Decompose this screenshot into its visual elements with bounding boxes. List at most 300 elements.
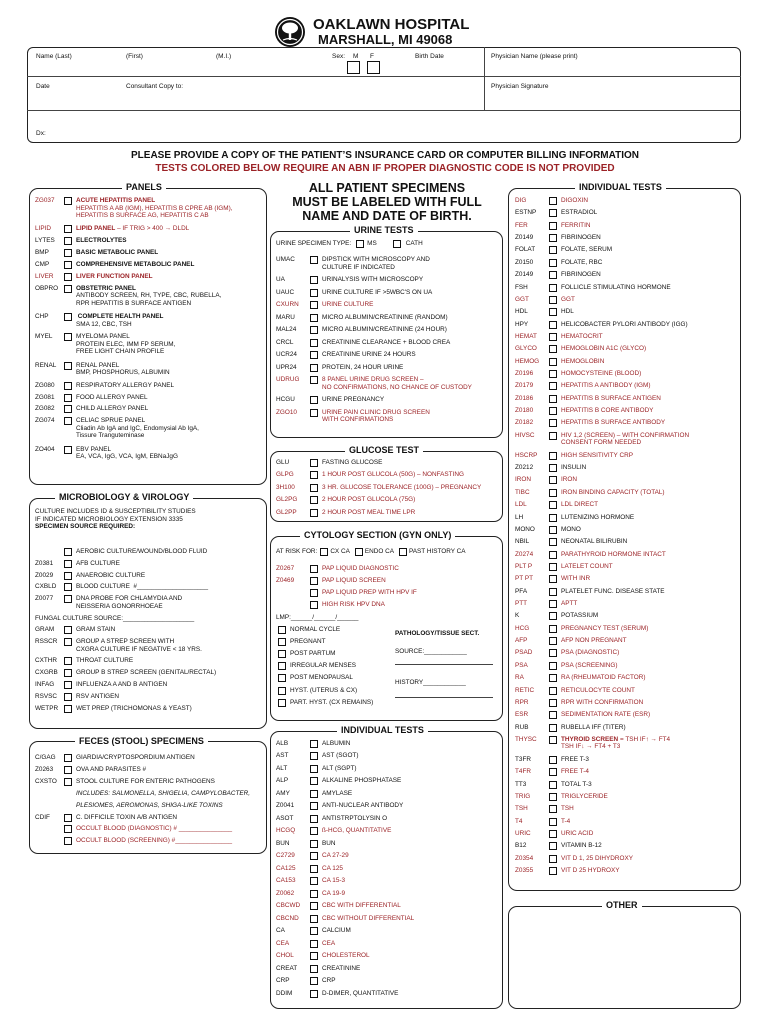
test-checkbox[interactable] bbox=[310, 902, 318, 910]
test-checkbox[interactable] bbox=[549, 855, 557, 863]
test-checkbox[interactable] bbox=[310, 802, 318, 810]
urine-type-row bbox=[276, 240, 423, 248]
test-checkbox[interactable] bbox=[310, 890, 318, 898]
test-checkbox[interactable] bbox=[549, 538, 557, 546]
test-detail: CONSENT FORM NEEDED bbox=[561, 439, 642, 447]
test-checkbox[interactable] bbox=[310, 852, 318, 860]
test-code: MAL24 bbox=[276, 326, 297, 334]
test-code: MONO bbox=[515, 525, 535, 533]
test-detail: BMP, PHOSPHORUS, ALBUMIN bbox=[76, 369, 170, 376]
test-checkbox[interactable] bbox=[549, 432, 557, 440]
labeling-line: NAME AND DATE OF BIRTH. bbox=[302, 209, 472, 223]
test-name: INFLUENZA A AND B ANTIGEN bbox=[76, 681, 168, 688]
test-name: OCCULT BLOOD (DIAGNOSTIC) # _______________ bbox=[76, 825, 233, 833]
test-name: IRON bbox=[561, 476, 577, 484]
status-checkbox[interactable] bbox=[278, 699, 286, 707]
test-checkbox[interactable] bbox=[64, 681, 72, 689]
test-checkbox[interactable] bbox=[310, 589, 318, 597]
test-code: UMAC bbox=[276, 256, 295, 263]
test-name: PREGNANCY TEST (SERUM) bbox=[561, 624, 649, 632]
test-checkbox[interactable] bbox=[310, 940, 318, 948]
test-checkbox[interactable] bbox=[64, 333, 72, 341]
test-name: ACUTE HEPATITIS PANEL bbox=[76, 197, 156, 204]
test-code: ZG037 bbox=[35, 197, 55, 204]
micro-row bbox=[35, 705, 192, 713]
test-code: 3H100 bbox=[276, 483, 295, 491]
test-code: WETPR bbox=[35, 704, 59, 712]
test-checkbox[interactable] bbox=[310, 765, 318, 773]
test-checkbox[interactable] bbox=[310, 289, 318, 297]
labeling-line: ALL PATIENT SPECIMENS bbox=[308, 181, 466, 195]
test-checkbox[interactable] bbox=[549, 407, 557, 415]
physician-name-field[interactable]: Physician Name (please print) bbox=[491, 53, 578, 60]
test-name: LDL DIRECT bbox=[561, 501, 599, 509]
test-checkbox[interactable] bbox=[310, 484, 318, 492]
test-name: GIARDIA/CRYPTOSPORDIUM ANTIGEN bbox=[76, 754, 195, 761]
status-checkbox[interactable] bbox=[278, 638, 286, 646]
micro-row bbox=[35, 560, 120, 568]
physician-signature-field[interactable]: Physician Signature bbox=[491, 83, 549, 90]
test-name: ANTISTRPTOLYSIN O bbox=[322, 814, 388, 822]
other-notes-area[interactable] bbox=[515, 918, 735, 1004]
test-checkbox[interactable] bbox=[64, 837, 72, 845]
individual-row bbox=[515, 382, 650, 390]
test-checkbox[interactable] bbox=[549, 464, 557, 472]
glucose-title: GLUCOSE TEST bbox=[345, 445, 423, 456]
test-checkbox[interactable] bbox=[64, 766, 72, 774]
test-code: K bbox=[515, 612, 520, 620]
feces-title: FECES (STOOL) SPECIMENS bbox=[75, 736, 208, 747]
test-checkbox[interactable] bbox=[549, 625, 557, 633]
test-checkbox[interactable] bbox=[310, 915, 318, 923]
test-checkbox[interactable] bbox=[310, 409, 318, 417]
test-detail: Cliadin Ab IgA and IgC, Endomysial Ab IgA, bbox=[76, 424, 199, 432]
test-checkbox[interactable] bbox=[549, 575, 557, 583]
test-checkbox[interactable] bbox=[64, 417, 72, 425]
test-checkbox[interactable] bbox=[549, 197, 557, 205]
individual-row bbox=[515, 432, 689, 447]
status-label: POST MENOPAUSAL bbox=[290, 674, 353, 682]
test-checkbox[interactable] bbox=[64, 825, 72, 833]
test-checkbox[interactable] bbox=[549, 662, 557, 670]
test-code: INFAG bbox=[35, 681, 55, 688]
test-name: POTASSIUM bbox=[561, 612, 599, 620]
urine-row bbox=[276, 396, 384, 404]
test-code: UA bbox=[276, 276, 285, 284]
test-checkbox[interactable] bbox=[549, 382, 557, 390]
test-name: HIGH RISK HPV DNA bbox=[322, 601, 385, 608]
test-name: MYELOMA PANEL bbox=[76, 333, 130, 341]
test-checkbox[interactable] bbox=[549, 296, 557, 304]
past-history-checkbox[interactable] bbox=[399, 548, 407, 556]
test-code: CMP bbox=[35, 261, 50, 268]
hospital-logo bbox=[275, 17, 305, 47]
test-code: THYSC bbox=[515, 735, 537, 743]
insurance-notice: PLEASE PROVIDE A COPY OF THE PATIENT’S INSURANCE CARD OR COMPUTER BILLING INFORMATION bbox=[131, 150, 639, 161]
birth-date-field[interactable]: Birth Date bbox=[415, 53, 444, 60]
test-name: PSA (SCREENING) bbox=[561, 661, 618, 669]
consultant-copy-field[interactable]: Consultant Copy to: bbox=[126, 83, 184, 90]
test-code: OBPRO bbox=[35, 284, 59, 292]
test-checkbox[interactable] bbox=[310, 990, 318, 998]
test-checkbox[interactable] bbox=[549, 514, 557, 522]
individual-row bbox=[515, 687, 635, 695]
test-name: PAP LIQUID PREP WITH HPV IF bbox=[322, 589, 417, 596]
test-checkbox[interactable] bbox=[64, 572, 72, 580]
test-name: FOLATE, SERUM bbox=[561, 246, 613, 254]
test-checkbox[interactable] bbox=[549, 271, 557, 279]
individual-row bbox=[276, 827, 391, 835]
urine-row bbox=[276, 376, 472, 391]
test-detail: NEISSERIA GONORRHOEAE bbox=[76, 602, 163, 610]
test-checkbox[interactable] bbox=[310, 740, 318, 748]
test-name: PARATHYROID HORMONE INTACT bbox=[561, 550, 666, 558]
test-checkbox[interactable] bbox=[310, 977, 318, 985]
test-checkbox[interactable] bbox=[64, 548, 72, 556]
status-label: PART. HYST. (CX REMAINS) bbox=[290, 698, 374, 706]
test-checkbox[interactable] bbox=[549, 246, 557, 254]
test-checkbox[interactable] bbox=[549, 736, 557, 744]
individual-row bbox=[276, 815, 387, 823]
test-code: Z0381 bbox=[35, 559, 54, 567]
test-name: WITH INR bbox=[561, 575, 591, 583]
test-checkbox[interactable] bbox=[310, 777, 318, 785]
status-checkbox[interactable] bbox=[278, 674, 286, 682]
individual-row bbox=[515, 333, 603, 341]
test-name: LIPID PANEL bbox=[76, 225, 116, 233]
panel-row bbox=[35, 405, 148, 413]
test-checkbox[interactable] bbox=[549, 699, 557, 707]
test-checkbox[interactable] bbox=[64, 705, 72, 713]
test-checkbox[interactable] bbox=[549, 649, 557, 657]
test-checkbox[interactable] bbox=[549, 551, 557, 559]
test-name: LATELET COUNT bbox=[561, 562, 613, 570]
test-checkbox[interactable] bbox=[64, 313, 72, 321]
test-checkbox[interactable] bbox=[64, 285, 72, 293]
test-name: URINE CULTURE IF >5WBC'S ON UA bbox=[322, 288, 433, 296]
test-checkbox[interactable] bbox=[310, 339, 318, 347]
test-checkbox[interactable] bbox=[549, 284, 557, 292]
test-checkbox[interactable] bbox=[64, 814, 72, 822]
urine-row bbox=[276, 364, 403, 372]
test-checkbox[interactable] bbox=[64, 261, 72, 269]
test-name: ELECTROLYTES bbox=[76, 237, 127, 245]
micro-row bbox=[35, 548, 207, 556]
diagnosis-field[interactable]: Dx: bbox=[36, 130, 46, 137]
test-checkbox[interactable] bbox=[549, 793, 557, 801]
test-code: CA125 bbox=[276, 864, 296, 872]
test-checkbox[interactable] bbox=[64, 394, 72, 402]
endo-ca-checkbox[interactable] bbox=[355, 548, 363, 556]
test-checkbox[interactable] bbox=[64, 382, 72, 390]
test-checkbox[interactable] bbox=[549, 489, 557, 497]
test-name: HIGH SENSITIVITY CRP bbox=[561, 451, 633, 459]
test-checkbox[interactable] bbox=[549, 818, 557, 826]
test-checkbox[interactable] bbox=[310, 376, 318, 384]
test-checkbox[interactable] bbox=[549, 345, 557, 353]
individual-row bbox=[515, 600, 577, 608]
test-checkbox[interactable] bbox=[310, 827, 318, 835]
test-name: OVA AND PARASITES # bbox=[76, 765, 147, 773]
test-name: DIPSTICK WITH MICROSCOPY AND bbox=[322, 256, 430, 263]
test-name: ALKALINE PHOSPHATASE bbox=[322, 777, 402, 785]
status-checkbox[interactable] bbox=[278, 687, 286, 695]
test-name: DIGOXIN bbox=[561, 197, 588, 204]
test-code: CXBLD bbox=[35, 583, 57, 591]
test-name: HEPATITIS B CORE ANTIBODY bbox=[561, 407, 654, 415]
test-checkbox[interactable] bbox=[549, 588, 557, 596]
test-checkbox[interactable] bbox=[64, 273, 72, 281]
status-checkbox[interactable] bbox=[278, 650, 286, 658]
test-checkbox[interactable] bbox=[310, 459, 318, 467]
test-checkbox[interactable] bbox=[549, 768, 557, 776]
test-name: RSV ANTIGEN bbox=[76, 692, 119, 700]
cx-ca-checkbox[interactable] bbox=[320, 548, 328, 556]
test-checkbox[interactable] bbox=[549, 526, 557, 534]
test-checkbox[interactable] bbox=[549, 687, 557, 695]
test-code: CA153 bbox=[276, 877, 296, 885]
test-checkbox[interactable] bbox=[64, 778, 72, 786]
sex-f-label: F bbox=[370, 53, 374, 60]
test-checkbox[interactable] bbox=[549, 830, 557, 838]
test-code: DIG bbox=[515, 197, 527, 204]
at-risk-row bbox=[276, 548, 466, 556]
test-checkbox[interactable] bbox=[310, 752, 318, 760]
test-checkbox[interactable] bbox=[549, 612, 557, 620]
test-checkbox[interactable] bbox=[310, 577, 318, 585]
individual-row bbox=[515, 575, 590, 583]
test-checkbox[interactable] bbox=[64, 657, 72, 665]
test-code: GLU bbox=[276, 459, 290, 466]
test-detail: TSH IF↓ → FT4 + T3 bbox=[561, 743, 621, 751]
individual-row bbox=[515, 551, 666, 559]
test-code: ZGO10 bbox=[276, 408, 297, 416]
test-checkbox[interactable] bbox=[64, 362, 72, 370]
test-code: ZO404 bbox=[35, 445, 55, 453]
test-checkbox[interactable] bbox=[549, 209, 557, 217]
test-code: ESR bbox=[515, 711, 529, 719]
individual-row bbox=[515, 637, 627, 645]
test-name: APTT bbox=[561, 600, 578, 608]
test-checkbox[interactable] bbox=[310, 815, 318, 823]
individual-row bbox=[515, 649, 619, 657]
test-checkbox[interactable] bbox=[549, 321, 557, 329]
individual-row bbox=[515, 419, 665, 427]
test-checkbox[interactable] bbox=[64, 225, 72, 233]
test-checkbox[interactable] bbox=[310, 877, 318, 885]
test-name: MICRO ALBUMIN/CREATININE (RANDOM) bbox=[322, 313, 448, 321]
test-code: Z0180 bbox=[515, 407, 534, 415]
pathology-source[interactable]: SOURCE:____________ bbox=[395, 648, 467, 655]
test-code: HIVSC bbox=[515, 431, 535, 439]
individual-row bbox=[515, 222, 590, 230]
test-checkbox[interactable] bbox=[549, 308, 557, 316]
test-name: ß-HCG, QUANTITATIVE bbox=[322, 827, 392, 835]
test-code: CRP bbox=[276, 977, 290, 985]
individual-row bbox=[515, 736, 670, 751]
test-checkbox[interactable] bbox=[64, 237, 72, 245]
test-name: ANAEROBIC CULTURE bbox=[76, 571, 146, 579]
test-checkbox[interactable] bbox=[549, 370, 557, 378]
test-checkbox[interactable] bbox=[310, 965, 318, 973]
test-checkbox[interactable] bbox=[549, 419, 557, 427]
test-detail: CULTURE IF INDICATED bbox=[322, 263, 395, 271]
test-checkbox[interactable] bbox=[310, 927, 318, 935]
individual-row bbox=[515, 818, 570, 826]
test-code: AFP bbox=[515, 637, 528, 645]
test-checkbox[interactable] bbox=[549, 259, 557, 267]
test-checkbox[interactable] bbox=[310, 364, 318, 372]
test-checkbox[interactable] bbox=[549, 476, 557, 484]
test-checkbox[interactable] bbox=[549, 222, 557, 230]
last-name-field[interactable]: Name (Last) bbox=[36, 53, 72, 60]
test-code: UDRUG bbox=[276, 376, 300, 384]
test-checkbox[interactable] bbox=[310, 952, 318, 960]
urine-cath-checkbox[interactable] bbox=[393, 240, 401, 248]
test-checkbox[interactable] bbox=[310, 396, 318, 404]
test-checkbox[interactable] bbox=[310, 314, 318, 322]
test-code: TT3 bbox=[515, 780, 527, 788]
test-checkbox[interactable] bbox=[310, 865, 318, 873]
cytology-status-row bbox=[278, 687, 357, 695]
pathology-title: PATHOLOGY/TISSUE SECT. bbox=[395, 630, 480, 637]
test-name: FREE T-4 bbox=[561, 768, 589, 776]
test-checkbox[interactable] bbox=[310, 601, 318, 609]
test-checkbox[interactable] bbox=[64, 249, 72, 257]
test-checkbox[interactable] bbox=[64, 595, 72, 603]
test-name: WET PREP (TRICHOMONAS & YEAST) bbox=[76, 704, 192, 712]
test-checkbox[interactable] bbox=[310, 840, 318, 848]
test-name: AFP NON PREGNANT bbox=[561, 637, 627, 645]
test-checkbox[interactable] bbox=[310, 565, 318, 573]
test-code: ALB bbox=[276, 740, 289, 747]
test-code: UPR24 bbox=[276, 363, 297, 371]
test-checkbox[interactable] bbox=[549, 358, 557, 366]
test-checkbox[interactable] bbox=[549, 563, 557, 571]
test-checkbox[interactable] bbox=[549, 805, 557, 813]
test-name: C. DIFFICILE TOXIN A/B ANTIGEN bbox=[76, 813, 177, 821]
test-checkbox[interactable] bbox=[64, 583, 72, 591]
test-name: LUTENIZING HORMONE bbox=[561, 513, 635, 521]
test-checkbox[interactable] bbox=[64, 693, 72, 701]
test-detail: CXGRA CULTURE IF NEGATIVE < 18 YRS. bbox=[76, 645, 202, 653]
test-code: Z0354 bbox=[515, 854, 534, 862]
feces-row bbox=[35, 825, 232, 833]
test-checkbox[interactable] bbox=[64, 197, 72, 205]
test-name: CREATININE bbox=[322, 964, 361, 972]
urine-row bbox=[276, 276, 423, 284]
test-checkbox[interactable] bbox=[549, 674, 557, 682]
individual-row bbox=[276, 915, 414, 923]
test-checkbox[interactable] bbox=[310, 256, 318, 264]
test-name: TRIGLYCERIDE bbox=[561, 792, 608, 800]
test-code: HEMOG bbox=[515, 357, 540, 365]
test-name: HEPATITIS A ANTIBODY (IGM) bbox=[561, 382, 651, 390]
individual-row bbox=[515, 370, 641, 378]
micro-source-required: SPECIMEN SOURCE REQUIRED: bbox=[35, 523, 136, 530]
test-checkbox[interactable] bbox=[549, 756, 557, 764]
lmp-field[interactable] bbox=[276, 614, 358, 622]
status-label: POST PARTUM bbox=[290, 650, 336, 658]
test-checkbox[interactable] bbox=[310, 326, 318, 334]
test-checkbox[interactable] bbox=[549, 600, 557, 608]
test-checkbox[interactable] bbox=[549, 333, 557, 341]
first-name-field[interactable]: (First) bbox=[126, 53, 143, 60]
test-checkbox[interactable] bbox=[64, 754, 72, 762]
middle-initial-field[interactable]: (M.I.) bbox=[216, 53, 232, 60]
test-checkbox[interactable] bbox=[310, 276, 318, 284]
test-code: Z0182 bbox=[515, 419, 534, 427]
pathology-history[interactable]: HISTORY____________ bbox=[395, 679, 466, 686]
panel-row bbox=[35, 362, 170, 377]
individual-row bbox=[515, 514, 634, 522]
test-detail: HEPATITIS B SURFACE AG, HEPATITIS C AB bbox=[76, 212, 209, 219]
test-checkbox[interactable] bbox=[310, 509, 318, 517]
test-checkbox[interactable] bbox=[310, 301, 318, 309]
test-checkbox[interactable] bbox=[549, 395, 557, 403]
test-checkbox[interactable] bbox=[64, 560, 72, 568]
test-name: RENAL PANEL bbox=[76, 361, 120, 369]
sex-f-checkbox[interactable] bbox=[367, 61, 380, 74]
test-name: FREE T-3 bbox=[561, 755, 589, 763]
test-name: CHILD ALLERGY PANEL bbox=[76, 405, 149, 413]
test-checkbox[interactable] bbox=[549, 711, 557, 719]
urine-ms-checkbox[interactable] bbox=[356, 240, 364, 248]
test-checkbox[interactable] bbox=[549, 867, 557, 875]
test-checkbox[interactable] bbox=[64, 626, 72, 634]
test-checkbox[interactable] bbox=[310, 790, 318, 798]
test-code: Z0186 bbox=[515, 394, 534, 402]
sex-m-checkbox[interactable] bbox=[347, 61, 360, 74]
individual-row bbox=[515, 756, 589, 764]
test-code: URIC bbox=[515, 830, 531, 837]
test-checkbox[interactable] bbox=[549, 452, 557, 460]
test-checkbox[interactable] bbox=[64, 405, 72, 413]
test-checkbox[interactable] bbox=[310, 351, 318, 359]
date-field[interactable]: Date bbox=[36, 83, 50, 90]
individual-row bbox=[276, 740, 350, 748]
test-checkbox[interactable] bbox=[64, 669, 72, 677]
test-name: CALCIUM bbox=[322, 927, 351, 935]
test-checkbox[interactable] bbox=[549, 637, 557, 645]
test-checkbox[interactable] bbox=[549, 724, 557, 732]
feces-row bbox=[35, 778, 215, 786]
feces-row bbox=[35, 837, 232, 845]
status-checkbox[interactable] bbox=[278, 626, 286, 634]
test-checkbox[interactable] bbox=[549, 501, 557, 509]
test-code: NBIL bbox=[515, 538, 530, 546]
test-name: NEONATAL BILIRUBIN bbox=[561, 538, 628, 546]
individual-row bbox=[515, 501, 598, 509]
test-checkbox[interactable] bbox=[549, 234, 557, 242]
test-code: AST bbox=[276, 752, 289, 760]
test-checkbox[interactable] bbox=[64, 446, 72, 454]
test-name: AST (SGOT) bbox=[322, 752, 359, 760]
test-checkbox[interactable] bbox=[310, 496, 318, 504]
test-code: HCGQ bbox=[276, 827, 296, 835]
test-code: FSH bbox=[515, 283, 528, 291]
test-checkbox[interactable] bbox=[310, 471, 318, 479]
status-checkbox[interactable] bbox=[278, 662, 286, 670]
micro-row bbox=[35, 595, 182, 610]
test-checkbox[interactable] bbox=[549, 781, 557, 789]
micro-row bbox=[35, 626, 115, 634]
test-checkbox[interactable] bbox=[64, 638, 72, 646]
feces-row bbox=[35, 802, 223, 810]
individual-row bbox=[515, 345, 646, 353]
test-detail: Tissure Tranguteminase bbox=[76, 432, 145, 440]
test-checkbox[interactable] bbox=[549, 842, 557, 850]
